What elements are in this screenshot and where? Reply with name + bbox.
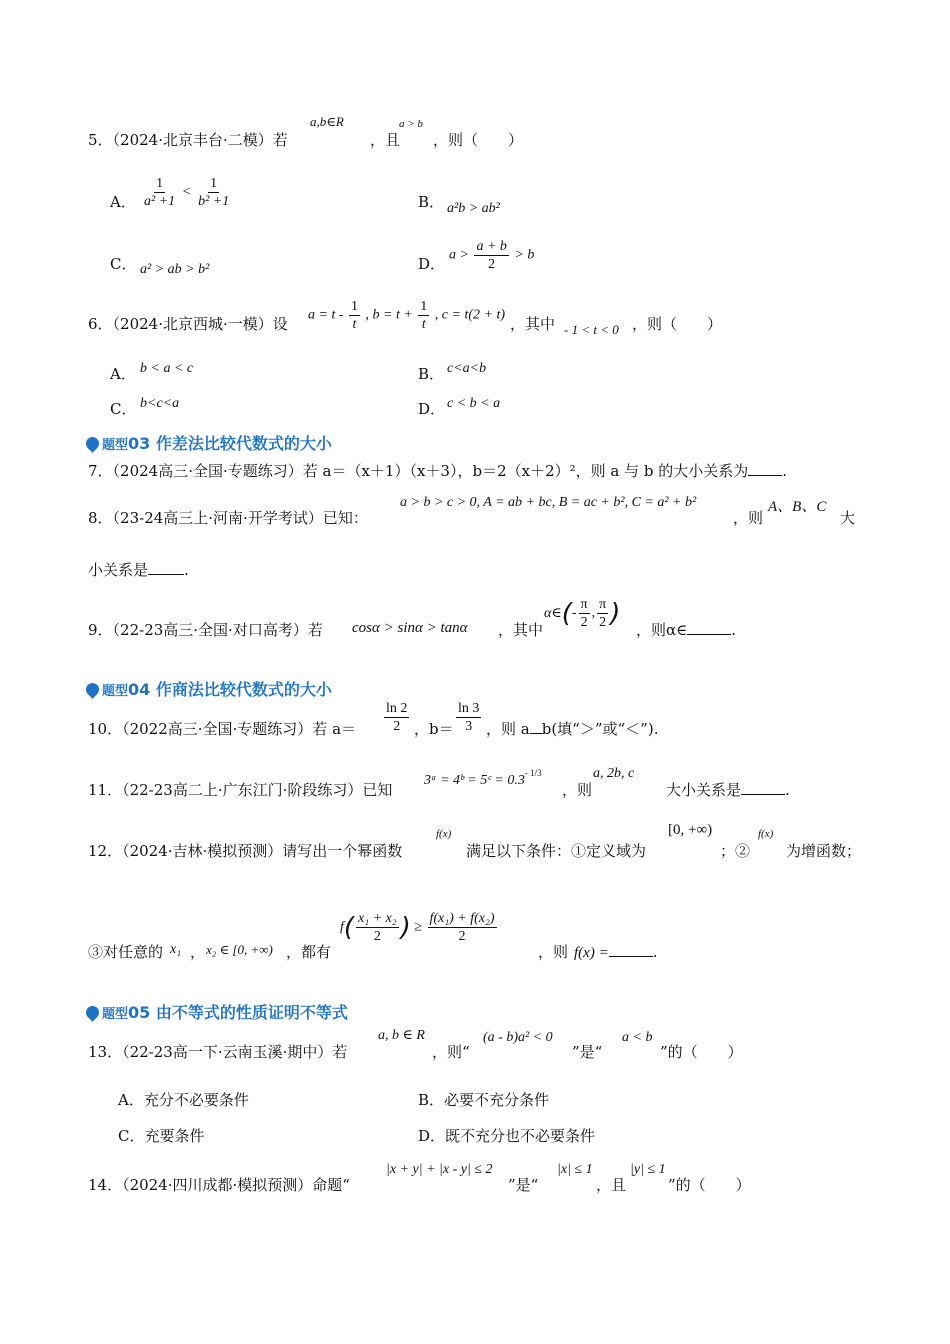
q9-interval: α∈(- $\frac{\pi}{2}$ , $\frac{\pi}{2}$ ) xyxy=(544,597,621,630)
q13-option-c: C．充要条件 xyxy=(118,1127,205,1145)
section-heading-04: 题型04 作商法比较代数式的大小 xyxy=(86,677,332,700)
q6-option-a-math: b < a < c xyxy=(140,361,194,376)
q14-is: ”是“ xyxy=(508,1176,539,1194)
q8-end: ，则 xyxy=(733,509,764,527)
q5-number: 5． xyxy=(88,131,113,149)
q5-option-c-label: C． xyxy=(110,255,137,273)
q14-and: ，且 xyxy=(596,1176,627,1194)
q11-vars: a, 2b, c xyxy=(593,766,635,781)
q12-x1: x₁ xyxy=(170,942,182,957)
q8-line2: 小关系是 . xyxy=(88,561,189,579)
q13-option-b: B．必要不充分条件 xyxy=(418,1091,550,1109)
q6-option-c-math: b<c<a xyxy=(140,396,180,411)
q12-have: ，都有 xyxy=(286,943,332,961)
q10-mid: ，b＝ xyxy=(414,720,454,738)
q5-end: ，则（ ） xyxy=(433,131,524,149)
q13-stem: 13．（22-23高一下·云南玉溪·期中）若 xyxy=(88,1043,348,1061)
location-pin-icon xyxy=(83,680,101,698)
location-pin-icon xyxy=(83,1003,101,1021)
q12-cond: 满足以下条件：①定义域为 xyxy=(466,842,647,860)
q12-stem: 12．（2024·吉林·模拟预测）请写出一个幂函数 xyxy=(88,842,403,860)
section-heading-03: 题型03 作差法比较代数式的大小 xyxy=(86,431,332,454)
q14-stem: 14．（2024·四川成都·模拟预测）命题“ xyxy=(88,1176,350,1194)
q10-fraction-b: $\frac{\ln 3}{3}$ xyxy=(458,701,480,734)
q6-option-a-label: A． xyxy=(110,365,136,383)
q12-fx2: f(x) xyxy=(758,828,774,840)
q12-domain: [0, +∞) xyxy=(668,822,713,838)
q14-q2: |y| ≤ 1 xyxy=(630,1162,666,1177)
q5-option-a-math: $\frac{1}{\text{a² +1}}$ < $\frac{1}{\text{b² +1}}$ xyxy=(144,176,230,209)
q12-x2-domain: x₂ ∈ [0, +∞) xyxy=(206,942,273,957)
q8-condition: a > b > c > 0, A = ab + bc, B = ac + b², C = a² + b² xyxy=(400,495,697,510)
q8-answer-blank[interactable] xyxy=(148,560,184,575)
q5-option-c-math: a² > ab > b² xyxy=(140,262,210,277)
q12-comma: ， xyxy=(190,943,206,961)
q6-definition: a = t - $\frac{1}{t}$ , b = t + $\frac{1}{t}$ , c = t(2 + t) xyxy=(308,299,506,332)
q5-option-d-math: a > $\frac{a + b}{2}$ > b xyxy=(449,239,535,272)
q13-end: ”的（ ） xyxy=(660,1043,743,1061)
q9-answer-blank[interactable] xyxy=(687,620,731,635)
q9-end: ，则α∈ . xyxy=(636,621,737,639)
q5-option-b-label: B． xyxy=(418,193,445,211)
q11-equation: 3ᵃ = 4ᵇ = 5ᶜ = $0.3^{- 1/3}$ xyxy=(424,768,542,788)
q11-mid: ，则 xyxy=(562,781,593,799)
q5-option-d-label: D． xyxy=(418,255,446,273)
q12-c2end: 为增函数； xyxy=(786,842,862,860)
q13-is: ”是“ xyxy=(572,1043,603,1061)
q6-option-b-math: c<a<b xyxy=(447,361,487,376)
q13-q: a < b xyxy=(622,1030,653,1045)
q13-p: (a - b)a² < 0 xyxy=(483,1030,553,1045)
q5-source: （2024·北京丰台·二模）若 xyxy=(112,131,288,149)
q5-mid: ，且 xyxy=(370,131,401,149)
q12-fx: f(x) xyxy=(436,828,452,840)
q11-stem: 11．（22-23高二上·广东江门·阶段练习）已知 xyxy=(88,781,393,799)
q11-end: 大小关系是 . xyxy=(666,781,790,799)
q12-line2: ③对任意的 xyxy=(88,943,164,961)
q8-abc: A、B、C xyxy=(768,499,827,515)
q6-option-d-label: D． xyxy=(418,400,446,418)
section-heading-05: 题型05 由不等式的性质证明不等式 xyxy=(86,1000,348,1023)
q5-cond1: a,b∈R xyxy=(310,114,344,129)
q6-option-d-math: c < b < a xyxy=(447,396,501,411)
q6-end: ，则（ ） xyxy=(632,315,723,333)
q13-cond: a, b ∈ R xyxy=(378,1028,425,1043)
q7-answer-blank[interactable] xyxy=(748,461,782,476)
q11-answer-blank[interactable] xyxy=(741,780,785,795)
location-pin-icon xyxy=(83,434,101,452)
q6-option-b-label: B． xyxy=(418,365,445,383)
q9-mid: ，其中 xyxy=(498,621,544,639)
q12-c2: ；② xyxy=(720,842,751,860)
q14-end: ”的（ ） xyxy=(668,1176,751,1194)
q14-q1: |x| ≤ 1 xyxy=(557,1162,593,1177)
q10-answer-blank[interactable] xyxy=(530,719,542,734)
q13-option-d: D．既不充分也不必要条件 xyxy=(418,1127,596,1145)
q9-condition: cosα > sinα > tanα xyxy=(352,620,468,636)
q5-cond2: a > b xyxy=(399,118,423,130)
q10-end: ，则 a b(填“＞”或“＜”). xyxy=(486,720,659,738)
q13-option-a: A．充分不必要条件 xyxy=(118,1091,249,1109)
q5-stem xyxy=(88,130,288,150)
q6-mid: ，其中 xyxy=(510,315,556,333)
q5-option-a-label: A． xyxy=(110,193,136,211)
q6-option-c-label: C． xyxy=(110,400,137,418)
q10-fraction-a: $\frac{\ln 2}{2}$ xyxy=(386,701,408,734)
q9-stem: 9．（22-23高三·全国·对口高考）若 xyxy=(88,621,323,639)
q12-answer: f(x) = . xyxy=(574,943,658,961)
q6-condition: - 1 < t < 0 xyxy=(564,322,619,337)
q12-answer-blank[interactable] xyxy=(609,942,653,957)
q12-then: ，则 xyxy=(538,943,569,961)
q8-tail: 大 xyxy=(840,509,856,527)
q14-p: |x + y| + |x - y| ≤ 2 xyxy=(386,1162,493,1177)
q6-stem: 6．（2024·北京西城·一模）设 xyxy=(88,315,288,333)
q8-stem: 8．（23-24高三上·河南·开学考试）已知： xyxy=(88,509,368,527)
q5-option-b-math: a²b > ab² xyxy=(447,201,500,216)
q12-inequality: f( $\frac{\text{x₁ + x₂}}{2}$ ) ≥ $\frac{\text{f(x₁) + f(x₂)}}{2}$ xyxy=(340,911,495,944)
q7-stem: 7．（2024高三·全国·专题练习）若 a＝（x＋1）（x＋3），b＝2（x＋2）²，则 a 与 b 的大小关系为 . xyxy=(88,462,788,480)
q10-stem: 10．（2022高三·全国·专题练习）若 a＝ xyxy=(88,720,357,738)
q13-mid: ，则“ xyxy=(432,1043,470,1061)
